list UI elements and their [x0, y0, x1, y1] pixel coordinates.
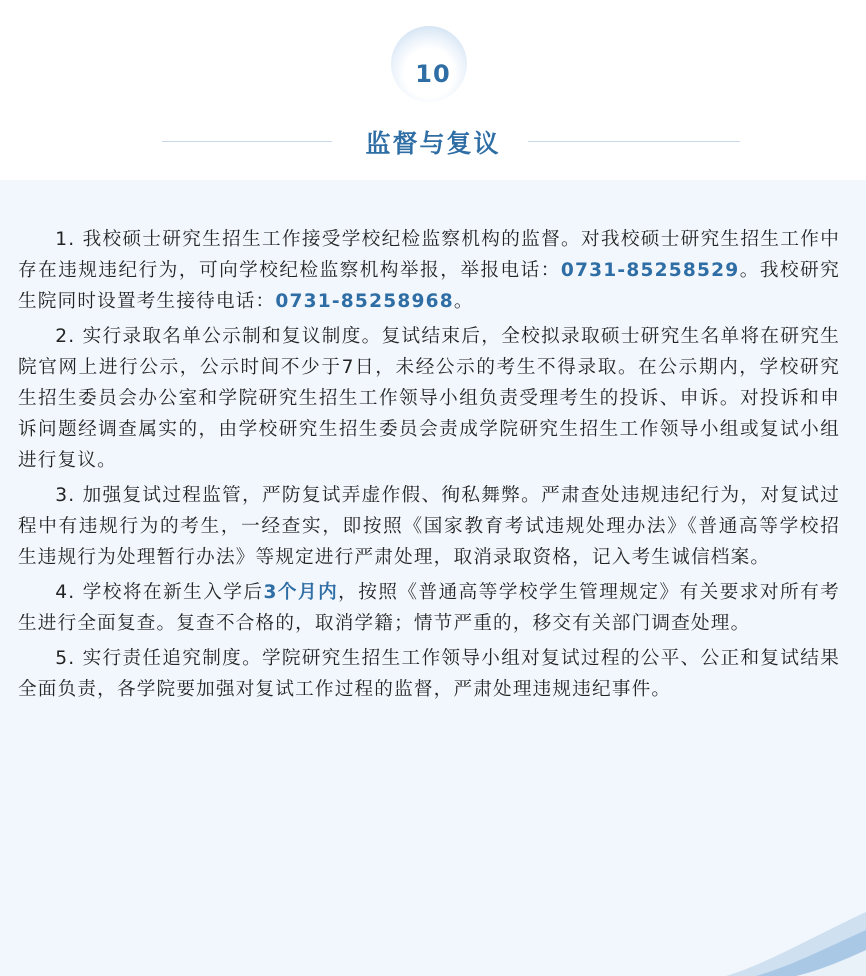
section-number: 10 [415, 60, 451, 88]
corner-wave-icon [726, 906, 866, 976]
paragraph-1-text-c: 。 [453, 291, 474, 312]
section-title: 监督与复议 [365, 129, 501, 158]
title-divider-right [528, 141, 740, 142]
recheck-period-highlight: 3个月内 [263, 582, 339, 603]
report-phone-number: 0731-85258529 [560, 260, 740, 281]
paragraph-4-text-a: 4. 学校将在新生入学后 [55, 582, 264, 603]
paragraph-1 [18, 224, 840, 317]
paragraph-3: 3. 加强复试过程监管，严防复试弄虚作假、徇私舞弊。严肃查处违规违纪行为，对复试过程中有违规行为的考生，一经查实，即按照《国家教育考试违规处理办法》《普通高等学校招生违规行为处理暂行办法》等规定进行严肃处理，取消录取资格，记入考生诚信档案。 [18, 485, 840, 568]
paragraph-5: 5. 实行责任追究制度。学院研究生招生工作领导小组对复试过程的公平、公正和复试结果全面负责，各学院要加强对复试工作过程的监督，严肃处理违规违纪事件。 [18, 648, 840, 700]
article-body [18, 224, 840, 709]
paragraph-1-text-a: 1. 我校硕士研究生招生工作接受学校纪检监察机构的监督。对我校硕士研究生招生工作中存在违规违纪行为，可向学校纪检监察机构举报，举报电话： [18, 229, 840, 281]
paragraph-1-text-b: 。我校研究生院同时设置考生接待电话： [18, 260, 840, 312]
paragraph-2: 2. 实行录取名单公示制和复议制度。复试结束后，全校拟录取硕士研究生名单将在研究生院官网上进行公示，公示时间不少于7日，未经公示的考生不得录取。在公示期内，学校研究生招生委员会办公室和学院研究生招生工作领导小组负责受理考生的投诉、申诉。对投诉和申诉问题经调查属实的，由学校研究生招生委员会责成学院研究生招生工作领导小组或复试小组进行复议。 [18, 326, 840, 471]
section-header [0, 0, 866, 180]
paragraph-4-text-b: ，按照《普通高等学校学生管理规定》有关要求对所有考生进行全面复查。复查不合格的，取消学籍；情节严重的，移交有关部门调查处理。 [18, 582, 840, 634]
reception-phone-number: 0731-85258968 [275, 291, 454, 312]
paragraph-4 [18, 577, 840, 639]
content-panel [0, 180, 866, 976]
